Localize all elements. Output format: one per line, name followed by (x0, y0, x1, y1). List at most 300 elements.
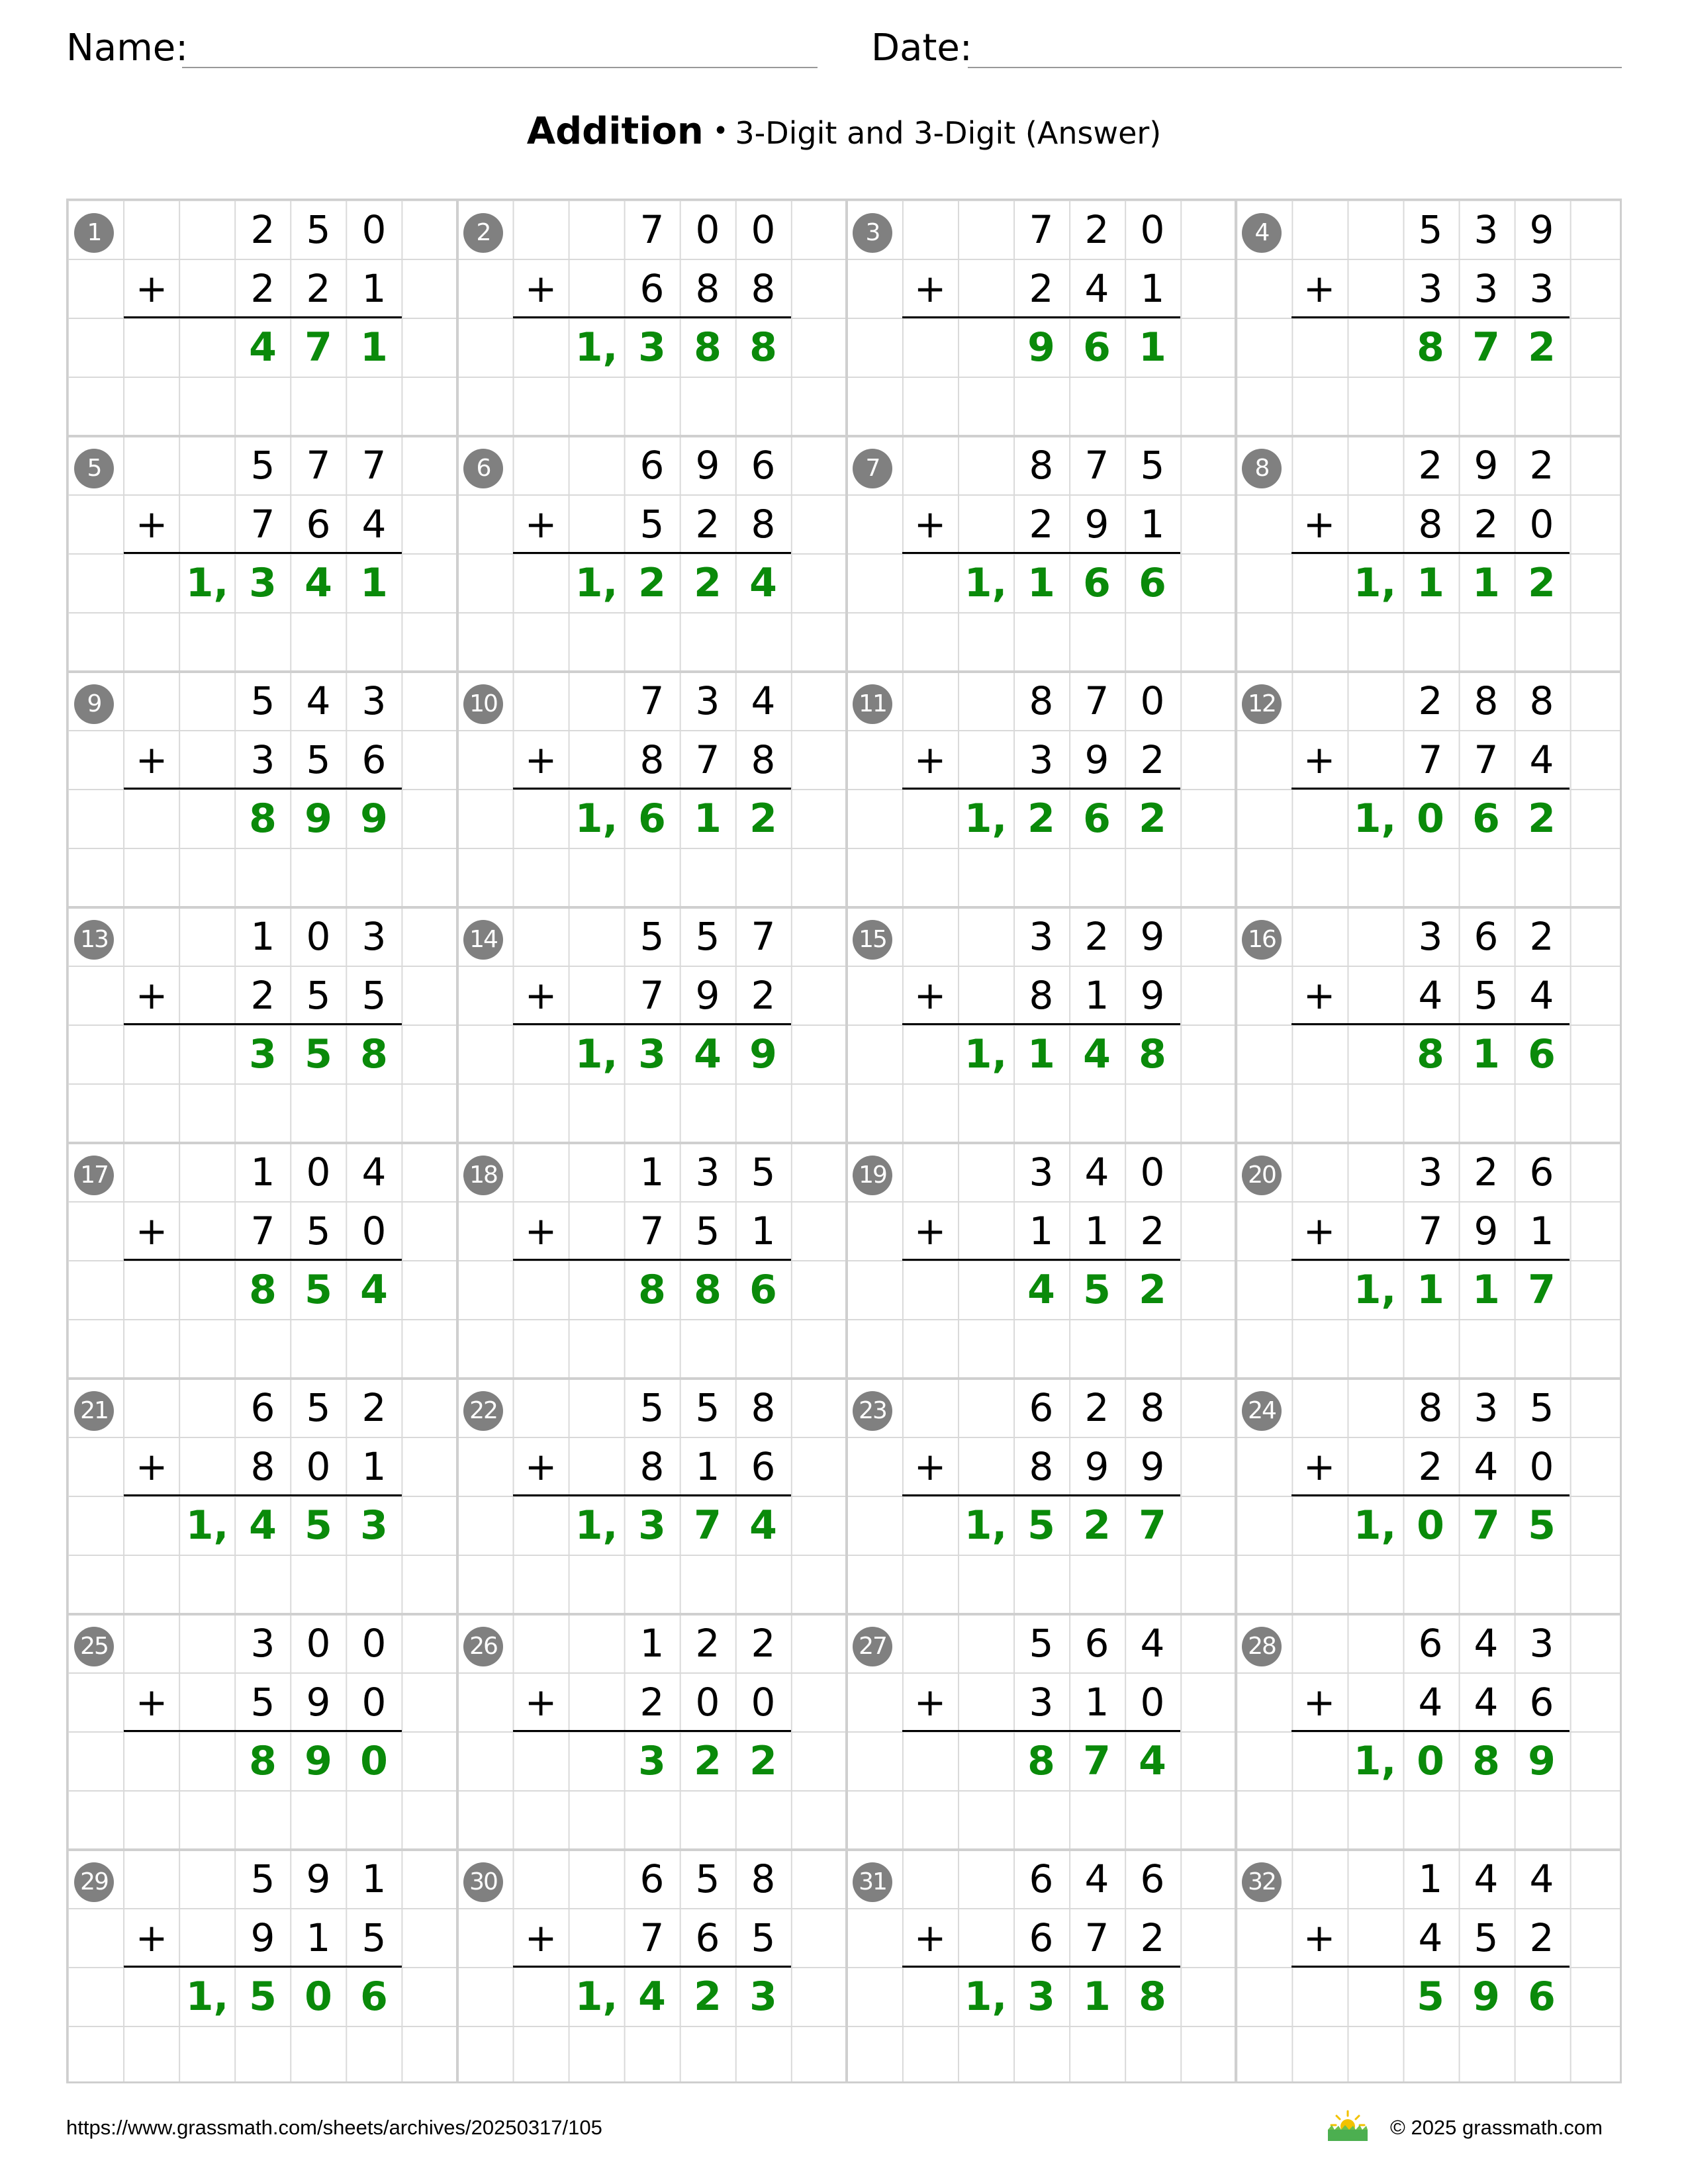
addend-top (1013, 1614, 1180, 1673)
digit-cell: 8 (1529, 678, 1554, 723)
digit-cell: 3 (1474, 266, 1499, 311)
digit-cell: 5 (1529, 1385, 1554, 1430)
digit-cell: 7 (639, 973, 665, 1018)
digit-cell: 4 (1529, 1856, 1554, 1901)
digit-cell: 1, (964, 1974, 1008, 2020)
addend-top (1403, 1143, 1570, 1202)
addend-top (1403, 907, 1570, 966)
answer (1403, 318, 1570, 377)
plus-sign: + (524, 973, 557, 1018)
digit-cell: 0 (305, 1974, 332, 2020)
addend-bottom (1013, 966, 1180, 1025)
plus-sign: + (524, 266, 557, 311)
problem-number-badge: 17 (74, 1156, 114, 1195)
plus-sign: + (1303, 1680, 1336, 1725)
digit-cell: 4 (1084, 266, 1109, 311)
addend-top (624, 201, 791, 259)
digit-cell: 1 (751, 1208, 776, 1253)
digit-cell: 2 (1084, 207, 1109, 252)
digit-cell: 0 (695, 207, 720, 252)
addend-bottom (1013, 1202, 1180, 1261)
digit-cell: 6 (1140, 1856, 1165, 1901)
problem-number-badge: 8 (1242, 449, 1282, 488)
plus-sign: + (914, 1915, 947, 1960)
addend-bottom (1403, 1909, 1570, 1968)
digit-cell: 5 (639, 502, 665, 547)
problem-31 (847, 1850, 1236, 2085)
problem-2 (457, 201, 847, 436)
digit-cell: 9 (1140, 914, 1165, 959)
problem-8 (1236, 436, 1625, 672)
problem-12 (1236, 672, 1625, 907)
digit-cell: 5 (1474, 973, 1499, 1018)
digit-cell: 1, (575, 324, 618, 371)
addend-top (235, 1614, 402, 1673)
digit-cell: 9 (305, 796, 332, 842)
digit-cell: 9 (1474, 443, 1499, 488)
digit-cell: 2 (751, 1621, 776, 1666)
problem-number-badge: 11 (853, 684, 892, 724)
addend-top (1013, 201, 1180, 259)
answer (1013, 1732, 1180, 1791)
addend-top (235, 672, 402, 731)
digit-cell: 5 (306, 207, 331, 252)
digit-cell: 2 (1529, 914, 1554, 959)
digit-cell: 8 (751, 1856, 776, 1901)
answer (1347, 1732, 1570, 1791)
footer-url: https://www.grassmath.com/sheets/archives/20250317/105 (66, 2116, 602, 2139)
worksheet-grid (66, 199, 1622, 2083)
problem-number-badge: 30 (463, 1862, 503, 1902)
digit-cell: 7 (1418, 1208, 1443, 1253)
digit-cell: 5 (306, 973, 331, 1018)
plus-sign: + (1303, 737, 1336, 782)
digit-cell: 2 (1474, 1150, 1499, 1195)
answer (958, 554, 1180, 613)
digit-cell: 3 (1418, 1150, 1443, 1195)
answer (1347, 1496, 1570, 1555)
digit-cell: 4 (1084, 1856, 1109, 1901)
digit-cell: 9 (360, 796, 388, 842)
digit-cell: 8 (1029, 678, 1054, 723)
digit-cell: 1, (575, 1974, 618, 2020)
digit-cell: 1, (575, 1031, 618, 1077)
problem-number-badge: 22 (463, 1391, 503, 1431)
digit-cell: 5 (306, 1208, 331, 1253)
digit-cell: 2 (751, 973, 776, 1018)
digit-cell: 1, (575, 1502, 618, 1549)
answer (179, 1496, 402, 1555)
digit-cell: 1 (1084, 1208, 1109, 1253)
addend-bottom (235, 1437, 402, 1496)
digit-cell: 4 (694, 1031, 722, 1077)
digit-cell: 5 (250, 678, 275, 723)
digit-cell: 6 (1528, 1974, 1556, 2020)
digit-cell: 8 (1474, 678, 1499, 723)
digit-cell: 2 (695, 1621, 720, 1666)
digit-cell: 1 (1529, 1208, 1554, 1253)
problem-number-badge: 13 (74, 920, 114, 960)
digit-cell: 2 (1140, 1915, 1165, 1960)
digit-cell: 8 (249, 796, 277, 842)
problem-number-badge: 7 (853, 449, 892, 488)
addend-top (1403, 436, 1570, 495)
addend-top (1403, 1379, 1570, 1437)
digit-cell: 1, (1353, 1502, 1397, 1549)
digit-cell: 9 (306, 1856, 331, 1901)
addend-top (235, 907, 402, 966)
digit-cell: 4 (1418, 1915, 1443, 1960)
addend-bottom (1403, 1437, 1570, 1496)
answer (1013, 318, 1180, 377)
problem-17 (68, 1143, 457, 1379)
problem-number-badge: 15 (853, 920, 892, 960)
addend-bottom (235, 1202, 402, 1261)
addend-bottom (235, 1909, 402, 1968)
problem-number-badge: 24 (1242, 1391, 1282, 1431)
problem-number-badge: 19 (853, 1156, 892, 1195)
problem-27 (847, 1614, 1236, 1850)
digit-cell: 0 (306, 1444, 331, 1489)
digit-cell: 6 (749, 1267, 777, 1313)
plus-sign: + (135, 266, 168, 311)
digit-cell: 7 (1418, 737, 1443, 782)
digit-cell: 7 (1084, 678, 1109, 723)
answer (569, 1968, 791, 2026)
problem-number-badge: 9 (74, 684, 114, 724)
digit-cell: 9 (749, 1031, 777, 1077)
problem-24 (1236, 1379, 1625, 1614)
problem-32 (1236, 1850, 1625, 2085)
digit-cell: 1 (360, 324, 388, 371)
digit-cell: 1 (639, 1621, 665, 1666)
digit-cell: 7 (751, 914, 776, 959)
digit-cell: 8 (751, 1385, 776, 1430)
digit-cell: 5 (1474, 1915, 1499, 1960)
answer (1347, 554, 1570, 613)
digit-cell: 6 (1029, 1856, 1054, 1901)
problem-number-badge: 16 (1242, 920, 1282, 960)
digit-cell: 5 (1528, 1502, 1556, 1549)
digit-cell: 1 (1472, 560, 1500, 606)
digit-cell: 7 (1139, 1502, 1166, 1549)
addend-top (235, 1143, 402, 1202)
answer (235, 1261, 402, 1320)
problem-10 (457, 672, 847, 907)
digit-cell: 9 (1084, 1444, 1109, 1489)
digit-cell: 1 (306, 1915, 331, 1960)
digit-cell: 8 (1029, 1444, 1054, 1489)
digit-cell: 5 (639, 914, 665, 959)
digit-cell: 8 (1417, 1031, 1444, 1077)
digit-cell: 8 (1140, 1385, 1165, 1430)
addend-bottom (235, 966, 402, 1025)
plus-sign: + (524, 1208, 557, 1253)
digit-cell: 8 (360, 1031, 388, 1077)
digit-cell: 4 (360, 1267, 388, 1313)
digit-cell: 4 (1529, 973, 1554, 1018)
answer (1347, 1261, 1570, 1320)
digit-cell: 9 (695, 973, 720, 1018)
digit-cell: 1, (575, 796, 618, 842)
answer (235, 1025, 402, 1084)
problem-11 (847, 672, 1236, 907)
digit-cell: 3 (638, 1031, 666, 1077)
problem-25 (68, 1614, 457, 1850)
addend-top (1403, 201, 1570, 259)
problem-22 (457, 1379, 847, 1614)
title-subtitle: 3-Digit and 3-Digit (Answer) (735, 115, 1162, 151)
digit-cell: 3 (1474, 1385, 1499, 1430)
addend-bottom (624, 1909, 791, 1968)
digit-cell: 9 (1529, 207, 1554, 252)
digit-cell: 0 (1140, 1150, 1165, 1195)
addend-bottom (1013, 495, 1180, 554)
answer (624, 1732, 791, 1791)
digit-cell: 2 (1528, 560, 1556, 606)
digit-cell: 8 (638, 1267, 666, 1313)
digit-cell: 1, (964, 1031, 1008, 1077)
digit-cell: 6 (250, 1385, 275, 1430)
digit-cell: 3 (1029, 1680, 1054, 1725)
digit-cell: 3 (749, 1974, 777, 2020)
plus-sign: + (914, 737, 947, 782)
addend-top (235, 1850, 402, 1909)
digit-cell: 3 (638, 1738, 666, 1784)
digit-cell: 5 (695, 1385, 720, 1430)
digit-cell: 1 (1084, 973, 1109, 1018)
digit-cell: 1 (1417, 560, 1444, 606)
digit-cell: 4 (1474, 1856, 1499, 1901)
digit-cell: 3 (638, 1502, 666, 1549)
digit-cell: 9 (1474, 1208, 1499, 1253)
digit-cell: 2 (361, 1385, 387, 1430)
digit-cell: 5 (250, 443, 275, 488)
digit-cell: 0 (306, 1150, 331, 1195)
problem-30 (457, 1850, 847, 2085)
digit-cell: 8 (1418, 1385, 1443, 1430)
digit-cell: 9 (1528, 1738, 1556, 1784)
digit-cell: 6 (1529, 1150, 1554, 1195)
addend-top (624, 1614, 791, 1673)
digit-cell: 2 (1027, 796, 1055, 842)
digit-cell: 3 (1027, 1974, 1055, 2020)
digit-cell: 6 (360, 1974, 388, 2020)
digit-cell: 1 (1140, 266, 1165, 311)
addend-bottom (1403, 495, 1570, 554)
digit-cell: 0 (361, 207, 387, 252)
problem-29 (68, 1850, 457, 2085)
digit-cell: 1, (964, 1502, 1008, 1549)
digit-cell: 8 (751, 737, 776, 782)
digit-cell: 3 (1029, 1150, 1054, 1195)
digit-cell: 8 (694, 324, 722, 371)
answer (958, 1025, 1180, 1084)
digit-cell: 1, (1353, 1738, 1397, 1784)
digit-cell: 2 (1528, 324, 1556, 371)
addend-top (1013, 907, 1180, 966)
addend-top (1403, 1614, 1570, 1673)
problem-number-badge: 26 (463, 1627, 503, 1666)
digit-cell: 8 (749, 324, 777, 371)
digit-cell: 6 (1029, 1915, 1054, 1960)
digit-cell: 7 (250, 1208, 275, 1253)
addend-top (1013, 436, 1180, 495)
problem-number-badge: 18 (463, 1156, 503, 1195)
addend-top (624, 1379, 791, 1437)
addend-bottom (1013, 259, 1180, 318)
digit-cell: 4 (305, 560, 332, 606)
answer (569, 1496, 791, 1555)
digit-cell: 5 (361, 973, 387, 1018)
digit-cell: 1 (694, 796, 722, 842)
plus-sign: + (135, 1208, 168, 1253)
digit-cell: 3 (1029, 737, 1054, 782)
answer (235, 318, 402, 377)
answer (235, 790, 402, 848)
digit-cell: 7 (639, 1915, 665, 1960)
digit-cell: 4 (749, 560, 777, 606)
digit-cell: 8 (751, 502, 776, 547)
addend-bottom (1013, 1437, 1180, 1496)
plus-sign: + (914, 1680, 947, 1725)
digit-cell: 1 (695, 1444, 720, 1489)
plus-sign: + (1303, 1208, 1336, 1253)
digit-cell: 0 (1140, 1680, 1165, 1725)
problem-3 (847, 201, 1236, 436)
digit-cell: 1, (185, 1502, 229, 1549)
digit-cell: 7 (305, 324, 332, 371)
problem-number-badge: 12 (1242, 684, 1282, 724)
digit-cell: 8 (1139, 1031, 1166, 1077)
digit-cell: 9 (1140, 1444, 1165, 1489)
digit-cell: 7 (695, 737, 720, 782)
title-separator: • (712, 116, 729, 146)
answer (958, 1968, 1180, 2026)
digit-cell: 4 (751, 678, 776, 723)
digit-cell: 0 (1529, 502, 1554, 547)
digit-cell: 1 (1472, 1031, 1500, 1077)
digit-cell: 0 (1417, 1502, 1444, 1549)
digit-cell: 6 (638, 796, 666, 842)
digit-cell: 3 (249, 1031, 277, 1077)
digit-cell: 1, (185, 560, 229, 606)
digit-cell: 7 (639, 678, 665, 723)
digit-cell: 1 (1083, 1974, 1111, 2020)
digit-cell: 3 (638, 324, 666, 371)
answer (179, 1968, 402, 2026)
digit-cell: 6 (695, 1915, 720, 1960)
plus-sign: + (524, 1444, 557, 1489)
digit-cell: 5 (306, 1385, 331, 1430)
plus-sign: + (524, 502, 557, 547)
addend-bottom (1013, 731, 1180, 790)
answer (958, 790, 1180, 848)
digit-cell: 3 (1529, 266, 1554, 311)
digit-cell: 7 (1029, 207, 1054, 252)
plus-sign: + (914, 502, 947, 547)
plus-sign: + (524, 737, 557, 782)
digit-cell: 2 (1418, 678, 1443, 723)
answer (569, 554, 791, 613)
digit-cell: 0 (1140, 207, 1165, 252)
digit-cell: 5 (1418, 207, 1443, 252)
problem-number-badge: 29 (74, 1862, 114, 1902)
problem-number-badge: 25 (74, 1627, 114, 1666)
digit-cell: 6 (639, 443, 665, 488)
digit-cell: 1 (361, 266, 387, 311)
digit-cell: 2 (694, 1974, 722, 2020)
problem-number-badge: 14 (463, 920, 503, 960)
digit-cell: 8 (1139, 1974, 1166, 2020)
answer (569, 318, 791, 377)
digit-cell: 5 (249, 1974, 277, 2020)
digit-cell: 1 (1140, 502, 1165, 547)
addend-bottom (624, 966, 791, 1025)
digit-cell: 0 (751, 207, 776, 252)
problem-number-badge: 1 (74, 213, 114, 253)
digit-cell: 3 (361, 914, 387, 959)
problem-23 (847, 1379, 1236, 1614)
digit-cell: 4 (1474, 1444, 1499, 1489)
plus-sign: + (524, 1680, 557, 1725)
name-label: Name: (66, 26, 189, 69)
digit-cell: 9 (250, 1915, 275, 1960)
addend-top (1403, 672, 1570, 731)
digit-cell: 7 (1472, 1502, 1500, 1549)
problem-number-badge: 20 (1242, 1156, 1282, 1195)
digit-cell: 7 (694, 1502, 722, 1549)
answer (1403, 1968, 1570, 2026)
plus-sign: + (914, 266, 947, 311)
addend-top (624, 1850, 791, 1909)
problem-20 (1236, 1143, 1625, 1379)
addend-bottom (235, 495, 402, 554)
digit-cell: 2 (1083, 1502, 1111, 1549)
digit-cell: 8 (694, 1267, 722, 1313)
digit-cell: 6 (639, 1856, 665, 1901)
digit-cell: 2 (250, 207, 275, 252)
digit-cell: 6 (751, 1444, 776, 1489)
addend-bottom (1403, 1202, 1570, 1261)
digit-cell: 4 (1139, 1738, 1166, 1784)
digit-cell: 9 (1084, 737, 1109, 782)
digit-cell: 2 (1029, 502, 1054, 547)
digit-cell: 6 (1083, 560, 1111, 606)
problem-number-badge: 32 (1242, 1862, 1282, 1902)
digit-cell: 0 (1529, 1444, 1554, 1489)
problem-number-badge: 21 (74, 1391, 114, 1431)
digit-cell: 6 (751, 443, 776, 488)
digit-cell: 8 (249, 1267, 277, 1313)
digit-cell: 3 (1474, 207, 1499, 252)
digit-cell: 1, (1353, 560, 1397, 606)
addend-bottom (624, 259, 791, 318)
addend-bottom (1403, 1673, 1570, 1732)
digit-cell: 6 (1029, 1385, 1054, 1430)
digit-cell: 2 (1084, 1385, 1109, 1430)
digit-cell: 7 (1472, 324, 1500, 371)
digit-cell: 5 (751, 1915, 776, 1960)
title-main: Addition (526, 110, 704, 153)
digit-cell: 1 (1418, 1856, 1443, 1901)
problem-number-badge: 3 (853, 213, 892, 253)
answer (1347, 790, 1570, 848)
digit-cell: 4 (361, 502, 387, 547)
digit-cell: 2 (1418, 1444, 1443, 1489)
problem-number-badge: 2 (463, 213, 503, 253)
problem-number-badge: 6 (463, 449, 503, 488)
